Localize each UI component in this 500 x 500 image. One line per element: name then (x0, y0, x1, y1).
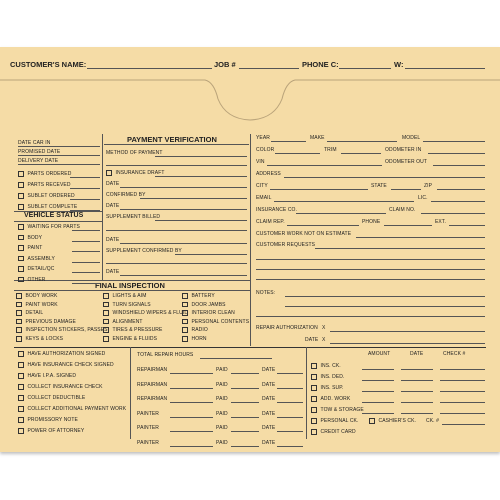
inspection-item[interactable]: WINDSHIELD WIPERS & FLUID (103, 310, 188, 316)
labor-date-line[interactable] (277, 388, 303, 389)
payment-row-item[interactable]: TOW & STORAGE (311, 407, 364, 413)
divider (250, 134, 251, 346)
claim-phone-line[interactable] (384, 225, 432, 226)
checkbox-icon[interactable] (311, 407, 317, 413)
phone-w-label: W: (394, 60, 404, 69)
checkbox-icon[interactable] (16, 336, 22, 342)
parts-received-item[interactable]: PARTS RECEVED (18, 182, 71, 188)
payment-row-item[interactable]: ADD. WORK (311, 396, 350, 402)
checkbox-icon[interactable] (103, 336, 109, 342)
checkbox-icon[interactable] (182, 302, 188, 308)
checkbox-icon[interactable] (311, 385, 317, 391)
claim-no-line[interactable] (421, 213, 485, 214)
labor-paid-line[interactable] (231, 373, 259, 374)
vehicle-status-line[interactable] (72, 241, 100, 242)
authorization-item[interactable]: HAVE INSURANCE CHECK SIGNED (18, 362, 114, 368)
method-of-payment-line[interactable] (155, 156, 247, 157)
amount-line[interactable] (362, 413, 394, 414)
divider (14, 221, 102, 222)
date-line[interactable] (401, 413, 433, 414)
vehicle-status-item[interactable]: WAITING FOR PARTS (18, 224, 80, 230)
repair-authorization-label: REPAIR AUTHORIZATION (256, 325, 318, 331)
email-label: EMAIL (256, 195, 272, 201)
vehicle-status-item[interactable]: PAINT (18, 245, 42, 251)
checkbox-icon[interactable] (311, 363, 317, 369)
check-no-line[interactable] (440, 391, 485, 392)
divider (14, 290, 250, 291)
labor-paid-line[interactable] (231, 388, 259, 389)
labor-role-line[interactable] (170, 373, 213, 374)
request-line[interactable] (256, 269, 485, 270)
labor-date-label: DATE (262, 396, 276, 402)
claim-no-label: CLAIM NO. (389, 207, 416, 213)
labor-date-label: DATE (262, 367, 276, 373)
checkbox-icon[interactable] (18, 171, 24, 177)
checkbox-icon[interactable] (18, 428, 24, 434)
payment-date-line[interactable] (120, 187, 247, 188)
checkbox-icon[interactable] (311, 396, 317, 402)
inspection-item[interactable]: ALIGNMENT (103, 319, 143, 325)
check-no-line[interactable] (440, 369, 485, 370)
checkbox-icon[interactable] (16, 293, 22, 299)
checkbox-icon[interactable] (311, 374, 317, 380)
labor-date-line[interactable] (277, 446, 303, 447)
year-label: YEAR (256, 135, 271, 141)
supplement-billed-label: SUPPLEMENT BILLED (106, 214, 161, 220)
insurance-draft-item[interactable]: INSURANCE DRAFT (106, 170, 165, 176)
amount-line[interactable] (362, 380, 394, 381)
inspection-item[interactable]: KEYS & LOCKS (16, 336, 63, 342)
labor-role-line[interactable] (170, 388, 213, 389)
trim-line[interactable] (341, 153, 381, 154)
not-on-estimate-line[interactable] (356, 237, 485, 238)
supplement-confirmed-line[interactable] (106, 263, 247, 264)
confirmed-by-line[interactable] (140, 198, 247, 199)
checkbox-icon[interactable] (103, 293, 109, 299)
auth-date-label: DATE (305, 337, 319, 343)
labor-date-label: DATE (262, 425, 276, 431)
lic-label: LIC. (418, 195, 428, 201)
vehicle-status-line[interactable] (72, 272, 100, 273)
make-line[interactable] (327, 141, 397, 142)
city-label: CITY (256, 183, 268, 189)
vehicle-status-line[interactable] (72, 230, 100, 231)
parts-ordered-item[interactable]: PARTS ORDERED (18, 171, 71, 177)
checkbox-icon[interactable] (369, 418, 375, 424)
authorization-item[interactable]: COLLECT ADDITIONAL PAYMENT WORK (18, 406, 126, 412)
checkbox-icon[interactable] (182, 327, 188, 333)
inspection-item[interactable]: PREVIOUS DAMAGE (16, 319, 76, 325)
labor-paid-label: PAID (216, 439, 228, 446)
checkbox-icon[interactable] (18, 277, 24, 283)
checkbox-icon[interactable] (18, 266, 24, 272)
parts-ordered-line[interactable] (70, 177, 100, 178)
labor-role-line[interactable] (170, 446, 213, 447)
inspection-item[interactable]: INSPECTION STICKERS, PASSES (16, 327, 108, 333)
auth-date-line[interactable] (330, 343, 485, 344)
claim-phone-label: PHONE (362, 219, 381, 225)
request-line[interactable] (256, 279, 485, 280)
authorization-item[interactable]: PROMISSORY NOTE (18, 417, 78, 423)
authorization-item[interactable]: COLLECT DEDUCTIBLE (18, 395, 85, 401)
notes-label: NOTES: (256, 290, 276, 296)
supplement-date-line-2[interactable] (120, 275, 247, 276)
trim-label: TRIM (324, 147, 337, 153)
vehicle-status-title: VEHICLE STATUS (24, 212, 84, 219)
checkbox-icon[interactable] (18, 406, 24, 412)
checkbox-icon[interactable] (182, 293, 188, 299)
checkbox-icon[interactable] (18, 245, 24, 251)
checkbox-icon[interactable] (103, 327, 109, 333)
divider (306, 347, 307, 439)
vehicle-status-item[interactable]: ASSEMBLY (18, 256, 55, 262)
checkbox-icon[interactable] (18, 193, 24, 199)
supplement-billed-line[interactable] (155, 220, 247, 221)
divider (130, 347, 131, 439)
payment-row-item[interactable]: PERSONAL CK. (311, 418, 358, 424)
make-label: MAKE (310, 135, 325, 141)
inspection-item[interactable]: BODY WORK (16, 293, 57, 299)
customer-name-label: CUSTOMER'S NAME: (10, 60, 87, 69)
date-line[interactable] (401, 402, 433, 403)
total-repair-hours-label: TOTAL REPAIR HOURS (137, 352, 194, 358)
sublet-ordered-line[interactable] (70, 199, 100, 200)
sublet-complete-item[interactable]: SUBLET COMPLETE (18, 204, 77, 210)
customer-requests-label: CUSTOMER REQUESTS (256, 242, 316, 248)
request-line[interactable] (256, 259, 485, 260)
labor-paid-line[interactable] (231, 417, 259, 418)
notes-line[interactable] (256, 316, 485, 317)
checkbox-icon[interactable] (182, 336, 188, 342)
address-label: ADDRESS (256, 171, 281, 177)
promised-date-line[interactable] (18, 155, 100, 156)
inspection-item[interactable]: LIGHTS & AIM (103, 293, 147, 299)
payment-date-label-2: DATE (106, 203, 120, 209)
payment-date-label: DATE (106, 181, 120, 187)
inspection-item[interactable]: RADIO (182, 327, 208, 333)
sublet-ordered-item[interactable]: SUBLET ORDERED (18, 193, 75, 199)
ext-line[interactable] (449, 225, 485, 226)
vehicle-status-item[interactable]: DETAIL/QC (18, 266, 54, 272)
inspection-item[interactable]: TURN SIGNALS (103, 302, 151, 308)
model-line[interactable] (423, 141, 485, 142)
odometer-out-label: ODOMETER OUT (385, 159, 428, 165)
customer-requests-line[interactable] (315, 248, 485, 249)
checkbox-icon[interactable] (103, 319, 109, 325)
divider (102, 134, 103, 281)
payment-row-item[interactable]: CREDIT CARD (311, 429, 356, 435)
ck-no-label: CK. # (426, 418, 440, 424)
labor-date-line[interactable] (277, 431, 303, 432)
claim-rep-label: CLAIM REP. (256, 219, 285, 225)
payments-header: CHECK # (443, 351, 466, 357)
address-line[interactable] (284, 177, 485, 178)
labor-role-line[interactable] (170, 417, 213, 418)
date-car-in-line[interactable] (18, 146, 100, 147)
supplement-confirmed-by-label: SUPPLEMENT CONFIRMED BY (106, 248, 182, 254)
city-line[interactable] (270, 189, 368, 190)
checkbox-icon[interactable] (16, 302, 22, 308)
phone-c-label: PHONE C: (302, 60, 339, 69)
labor-paid-label: PAID (216, 410, 228, 417)
color-line[interactable] (275, 153, 320, 154)
payments-header: DATE (410, 351, 424, 357)
date-line[interactable] (401, 369, 433, 370)
inspection-item[interactable]: ENGINE & FLUIDS (103, 336, 157, 342)
inspection-item[interactable]: PAINT WORK (16, 302, 58, 308)
lic-line[interactable] (431, 201, 485, 202)
checkbox-icon[interactable] (18, 235, 24, 241)
labor-role-label: PAINTER (137, 425, 159, 431)
vehicle-status-line[interactable] (72, 283, 100, 284)
checkbox-icon[interactable] (18, 224, 24, 230)
payment-row-item[interactable]: INS. DED. (311, 374, 344, 380)
state-line[interactable] (391, 189, 421, 190)
inspection-item[interactable]: HORN (182, 336, 207, 342)
checkbox-icon[interactable] (182, 319, 188, 325)
color-label: COLOR (256, 147, 275, 153)
zip-line[interactable] (437, 189, 485, 190)
inspection-item[interactable]: DOOR JAMBS (182, 302, 226, 308)
date-line[interactable] (401, 391, 433, 392)
date-line[interactable] (401, 380, 433, 381)
checkbox-icon[interactable] (18, 182, 24, 188)
supplement-date-label-2: DATE (106, 269, 120, 275)
labor-date-line[interactable] (277, 417, 303, 418)
checkbox-icon[interactable] (18, 351, 24, 357)
signature-x-label: X (322, 325, 326, 331)
supplement-date-line[interactable] (120, 243, 247, 244)
zip-label: ZIP (424, 183, 433, 189)
cashiers-check-item[interactable]: CASHIER'S CK. (369, 418, 416, 424)
year-line[interactable] (271, 141, 306, 142)
checkbox-icon[interactable] (18, 373, 24, 379)
checkbox-icon[interactable] (103, 310, 109, 316)
vin-label: VIN (256, 159, 265, 165)
payment-date-line-2[interactable] (120, 209, 247, 210)
ck-no-line[interactable] (442, 424, 485, 425)
insurance-co-line[interactable] (296, 213, 386, 214)
delivery-date-label: DELIVERY DATE (18, 158, 59, 164)
checkbox-icon[interactable] (311, 418, 317, 424)
labor-role-label: REPAIRMAN (137, 381, 168, 388)
vehicle-status-line[interactable] (72, 262, 100, 263)
labor-role-label: REPAIRMAN (137, 367, 168, 373)
amount-line[interactable] (362, 402, 394, 403)
authorization-item[interactable]: HAVE AUTHORIZATION SIGNED (18, 351, 105, 357)
authorization-item[interactable]: COLLECT INSURANCE CHECK (18, 384, 103, 390)
payment-verification-title: PAYMENT VERIFICATION (127, 135, 217, 144)
labor-date-line[interactable] (277, 402, 303, 403)
confirmed-by-label: CONFIRMED BY (106, 192, 146, 198)
total-repair-hours-line[interactable] (200, 358, 272, 359)
insurance-draft-line[interactable] (155, 176, 247, 177)
inspection-item[interactable]: DETAIL (16, 310, 43, 316)
labor-paid-line[interactable] (231, 431, 259, 432)
labor-date-label: DATE (262, 439, 276, 446)
inspection-item[interactable]: TIRES & PRESSURE (103, 327, 162, 333)
vin-line[interactable] (267, 165, 382, 166)
checkbox-icon[interactable] (18, 417, 24, 423)
final-inspection-title: FINAL INSPECTION (95, 281, 165, 290)
date-car-in-label: DATE CAR IN (18, 140, 51, 146)
supplement-date-label: DATE (106, 237, 120, 243)
inspection-item[interactable]: INTERIOR CLEAN (182, 310, 235, 316)
parts-received-line[interactable] (70, 188, 100, 189)
job-jacket (0, 47, 500, 452)
checkbox-icon[interactable] (16, 327, 22, 333)
vehicle-status-line[interactable] (72, 251, 100, 252)
labor-role-label: PAINTER (137, 439, 159, 446)
supplement-line[interactable] (106, 230, 247, 231)
auth-date-x-label: X (322, 337, 326, 343)
ext-label: EXT. (435, 219, 446, 225)
model-label: MODEL (402, 135, 421, 141)
inspection-item[interactable]: PERSONAL CONTENTS (182, 319, 249, 325)
checkbox-icon[interactable] (18, 204, 24, 210)
delivery-date-line[interactable] (18, 164, 100, 165)
repair-authorization-line[interactable] (330, 331, 485, 332)
method-of-payment-label: METHOD OF PAYMENT (106, 150, 163, 156)
email-line[interactable] (274, 201, 414, 202)
labor-paid-label: PAID (216, 396, 228, 402)
promised-date-label: PROMISED DATE (18, 149, 61, 155)
checkbox-icon[interactable] (16, 319, 22, 325)
checkbox-icon[interactable] (18, 384, 24, 390)
checkbox-icon[interactable] (106, 170, 112, 176)
labor-paid-label: PAID (216, 367, 228, 373)
checkbox-icon[interactable] (16, 310, 22, 316)
job-label: JOB # (214, 60, 236, 69)
labor-role-label: REPAIRMAN (137, 396, 168, 402)
labor-paid-line[interactable] (231, 402, 259, 403)
notes-line[interactable] (285, 306, 485, 307)
labor-paid-label: PAID (216, 381, 228, 388)
notes-line[interactable] (285, 296, 485, 297)
checkbox-icon[interactable] (18, 395, 24, 401)
not-on-estimate-label: CUSTOMER WORK NOT ON ESTIMATE (256, 231, 352, 237)
labor-date-label: DATE (262, 381, 276, 388)
payment-line[interactable] (106, 165, 247, 166)
labor-role-line[interactable] (170, 402, 213, 403)
odometer-in-line[interactable] (428, 153, 485, 154)
amount-line[interactable] (362, 391, 394, 392)
check-no-line[interactable] (440, 380, 485, 381)
insurance-co-label: INSURANCE CO. (256, 207, 298, 213)
labor-role-line[interactable] (170, 431, 213, 432)
payments-header: AMOUNT (368, 351, 391, 357)
labor-date-label: DATE (262, 410, 276, 417)
odometer-out-line[interactable] (433, 165, 485, 166)
check-no-line[interactable] (440, 413, 485, 414)
checkbox-icon[interactable] (182, 310, 188, 316)
checkbox-icon[interactable] (311, 429, 317, 435)
payment-row-item[interactable]: INS. CK. (311, 363, 341, 369)
labor-role-label: PAINTER (137, 410, 159, 417)
inspection-item[interactable]: BATTERY (182, 293, 215, 299)
checkbox-icon[interactable] (103, 302, 109, 308)
authorization-item[interactable]: HAVE I.P.A. SIGNED (18, 373, 76, 379)
divider (14, 347, 486, 348)
labor-paid-label: PAID (216, 425, 228, 431)
labor-date-line[interactable] (277, 373, 303, 374)
labor-paid-line[interactable] (231, 446, 259, 447)
checkbox-icon[interactable] (18, 256, 24, 262)
amount-line[interactable] (362, 369, 394, 370)
supplement-confirmed-by-line[interactable] (175, 254, 247, 255)
check-no-line[interactable] (440, 402, 485, 403)
vehicle-status-item[interactable]: BODY (18, 235, 42, 241)
vehicle-status-item[interactable]: OTHER (18, 277, 46, 283)
checkbox-icon[interactable] (18, 362, 24, 368)
claim-rep-line[interactable] (287, 225, 359, 226)
divider (104, 144, 249, 145)
state-label: STATE (371, 183, 387, 189)
payment-row-item[interactable]: INS. SUP. (311, 385, 344, 391)
authorization-item[interactable]: POWER OF ATTORNEY (18, 428, 84, 434)
odometer-in-label: ODOMETER IN (385, 147, 422, 153)
